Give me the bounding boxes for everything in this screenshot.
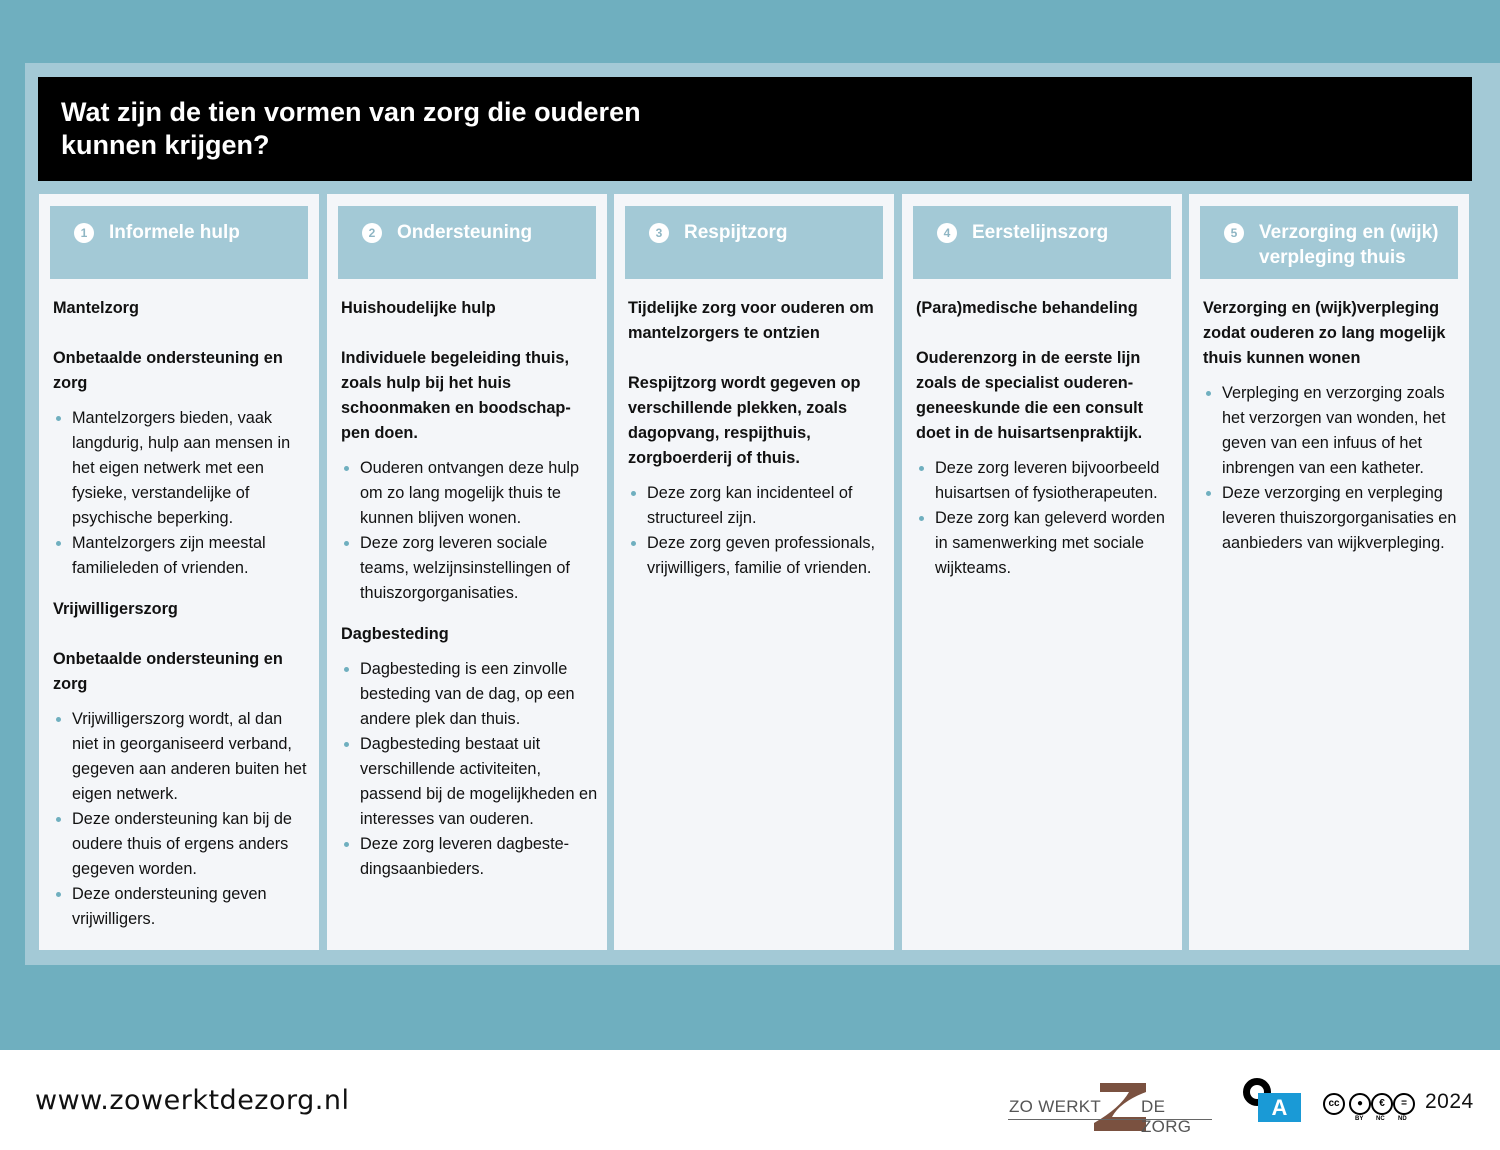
section-heading: Mantelzorg: [53, 299, 139, 317]
section-heading: Tijdelijke zorg voor ouderen om mantelzorgers te ontzien: [628, 299, 874, 342]
column-header: [50, 206, 308, 279]
bullet-list: [1203, 381, 1461, 556]
list-item: Dagbesteding bestaat uit verschillende activiteiten, passend bij de mogelijkheden en interesses van ouderen.: [341, 732, 599, 832]
list-item: Dagbesteding is een zinvolle besteding van de dag, op een andere plek dan thuis.: [341, 657, 599, 732]
list-item: Deze ondersteuning geven vrijwilligers.: [53, 882, 311, 932]
list-item: Deze zorg leveren bijvoorbeeld huisartsen of fysiotherapeuten.: [916, 456, 1174, 506]
list-item: Deze zorg kan geleverd worden in samenwerking met sociale wijkteams.: [916, 506, 1174, 581]
copyright-year: 2024: [1425, 1090, 1474, 1113]
column-header: [913, 206, 1171, 279]
care-column-2: [327, 194, 607, 950]
creative-commons-badge: [1323, 1093, 1415, 1125]
cc-label-nc: NC: [1376, 1116, 1385, 1122]
list-item: Deze zorg leveren sociale teams, welzijnsinstellingen of thuiszorgorganisaties.: [341, 531, 599, 606]
by-icon: ●: [1349, 1093, 1371, 1115]
column-body: [1203, 296, 1461, 556]
section-heading: Respijtzorg wordt gegeven op verschillende plekken, zoals dagopvang, respijthuis, zorgboerderij of thuis.: [628, 374, 861, 467]
list-item: Deze zorg geven professionals, vrijwilligers, familie of vrienden.: [628, 531, 886, 581]
bullet-list: [916, 456, 1174, 581]
footer-url[interactable]: www.zowerktdezorg.nl: [35, 1085, 350, 1116]
list-item: Ouderen ontvangen deze hulp om zo lang mogelijk thuis te kunnen blijven wonen.: [341, 456, 599, 531]
number-badge-icon: 4: [937, 223, 957, 243]
care-column-5: [1189, 194, 1469, 950]
bullet-list: [341, 456, 599, 606]
section-heading: (Para)medische behandeling: [916, 299, 1138, 317]
column-heading: Respijtzorg: [684, 222, 788, 243]
care-column-1: [39, 194, 319, 950]
list-item: Deze zorg kan incidenteel of structureel zijn.: [628, 481, 886, 531]
list-item: Verpleging en verzorging zoals het verzorgen van wonden, het geven van een infuus of het inbrengen van een katheter.: [1203, 381, 1461, 481]
number-badge-icon: 3: [649, 223, 669, 243]
cc-label-by: BY: [1355, 1116, 1364, 1122]
number-badge-icon: 1: [74, 223, 94, 243]
column-body: [628, 296, 886, 581]
section-heading: Onbetaalde ondersteuning en zorg: [53, 349, 283, 392]
number-badge-icon: 2: [362, 223, 382, 243]
column-body: [916, 296, 1174, 581]
list-item: Deze zorg leveren dagbeste-dingsaanbieders.: [341, 832, 599, 882]
list-item: Deze ondersteuning kan bij de oudere thuis of ergens anders gegeven worden.: [53, 807, 311, 882]
column-body: [341, 296, 599, 882]
care-column-4: [902, 194, 1182, 950]
logo-text-right: DE ZORG: [1141, 1097, 1192, 1136]
bullet-list: [628, 481, 886, 581]
zo-werkt-de-zorg-logo: [1008, 1080, 1212, 1134]
section-heading: Individuele begeleiding thuis, zoals hulp bij het huis schoonmaken en boodschap-pen doen.: [341, 349, 571, 442]
column-heading: Ondersteuning: [397, 222, 533, 243]
cc-icon: cc: [1323, 1093, 1345, 1115]
column-heading: Informele hulp: [109, 222, 240, 243]
list-item: Mantelzorgers bieden, vaak langdurig, hulp aan mensen in het eigen netwerk met een fysieke, verstandelijke of psychische beperking.: [53, 406, 311, 531]
bullet-list: [53, 707, 311, 932]
nd-icon: =: [1393, 1093, 1415, 1115]
section-heading: Vrijwilligerszorg: [53, 600, 178, 618]
column-header: [338, 206, 596, 279]
column-body: [53, 296, 311, 932]
section-heading: Ouderenzorg in de eerste lijn zoals de specialist ouderen-geneeskunde die een consult doet in de huisartsenpraktijk.: [916, 349, 1144, 442]
list-item: Vrijwilligerszorg wordt, al dan niet in georganiseerd verband, gegeven aan anderen buiten het eigen netwerk.: [53, 707, 311, 807]
section-heading: Onbetaalde ondersteuning en zorg: [53, 650, 283, 693]
care-column-3: [614, 194, 894, 950]
list-item: Deze verzorging en verpleging leveren thuiszorgorganisaties en aanbieders van wijkverpleging.: [1203, 481, 1461, 556]
column-heading: Eerstelijnszorg: [972, 222, 1109, 243]
oa-logo: [1243, 1078, 1303, 1124]
nc-icon: €: [1371, 1093, 1393, 1115]
section-heading: Verzorging en (wijk)verpleging zodat ouderen zo lang mogelijk thuis kunnen wonen: [1203, 299, 1446, 367]
page-title: Wat zijn de tien vormen van zorg die ouderen kunnen krijgen?: [61, 97, 641, 160]
cc-label-nd: ND: [1398, 1116, 1407, 1122]
section-heading: Dagbesteding: [341, 625, 449, 643]
title-bar: [38, 77, 1472, 181]
list-item: Mantelzorgers zijn meestal familieleden of vrienden.: [53, 531, 311, 581]
bullet-list: [53, 406, 311, 581]
bullet-list: [341, 657, 599, 882]
column-header: [1200, 206, 1458, 279]
number-badge-icon: 5: [1224, 223, 1244, 243]
logo-text-left: ZO WERKT: [1009, 1097, 1102, 1116]
oa-letter: A: [1258, 1093, 1301, 1122]
column-header: [625, 206, 883, 279]
column-heading: Verzorging en (wijk) verpleging thuis: [1259, 222, 1439, 268]
section-heading: Huishoudelijke hulp: [341, 299, 496, 317]
